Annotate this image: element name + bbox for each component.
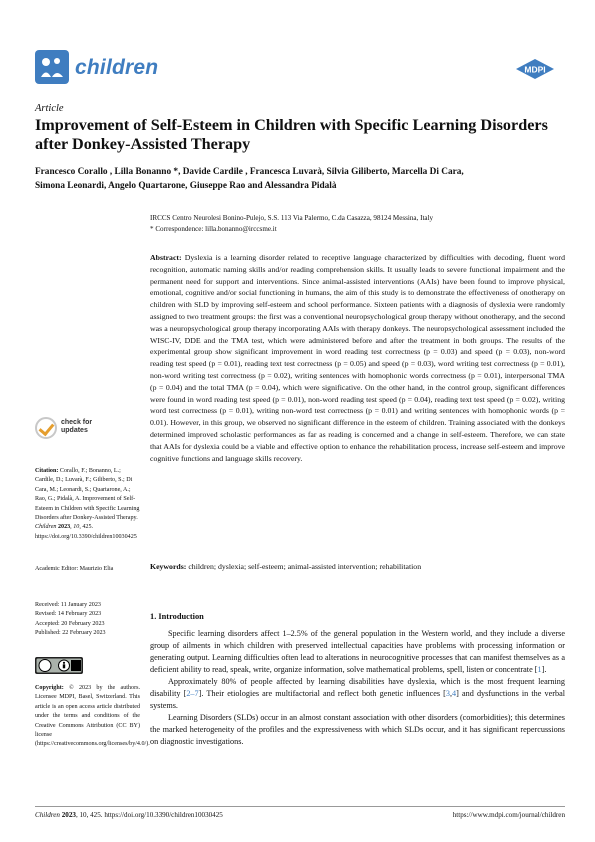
reference-link[interactable]: 4 (452, 689, 457, 699)
academic-editor: Academic Editor: Maurizio Elia (35, 566, 114, 572)
mdpi-logo-icon (515, 58, 555, 80)
check-updates-label: check for updates (61, 419, 93, 434)
citation-label: Citation: (35, 468, 59, 474)
check-updates-icon (35, 417, 57, 439)
abstract-text: Dyslexia is a learning disorder related to receptive language characterized by difficulties with decoding, fluent word recognition, automatic naming skills and/or reading comprehension skills. It usually leads to severe functional impairment and the permanent need for support and interventions. Since animal-assisted interventions (AAIs) have been found to improve physical, emotional, cognitive and/or social functioning in humans, the aim of this study is to demonstrate the effectiveness of onotherapy on children with SLD by improving self-esteem and school performance. Sixteen patients with a diagnosis of dyslexia were randomly assigned to two treatment groups: the first was a conventional neuropsychological group therapy without onotherapy, and the second was a neuropsychological group therapy incorporating AAIs with therapy donkeys. The neuropsychological assessment included the WISC-IV, DDE and the TMA test, which were administered before and after the treatment in both groups. The results of the experimental group show significant improvement in word reading test correctness (p = 0.03) and speed (p = 0.03), non-word reading test speed (p = 0.01), reading text test correctness (p = 0.05) and speed (p = 0.03), word writing test correctness (p = 0.01), non-word writing test correctness (p = 0.02), writing sentences with homophonic words correctness (p = 0.01), interpersonal TMA (p = 0.04) and the total TMA (p = 0.04), which were significative. On the other hand, in the control group, significant differences were found in word reading test speed (p = 0.01), non-word reading test speed (p = 0.04), reading text test speed (p = 0.02), writing word test correctness (p = 0.01), writing non-word test correctness (p = 0.01) and writing sentences with homophonic words (p = 0.01). However, in this group, we observed no significant difference in the esteem of children. Training associated with the donkeys determined improved scholastic performances as far as reading is concerned and a change in self-esteem. Therefore, we can state that AAIs for dyslexia could be a viable and effective option to enhance the rehabilitation process, increase self-esteem and improve cognitive functions and language skills recovery. (150, 253, 565, 463)
abstract-label: Abstract: (150, 253, 182, 262)
section-heading: 1. Introduction (150, 612, 204, 621)
author-list (35, 165, 565, 193)
reference-link[interactable]: 2–7 (186, 689, 199, 699)
date-received: Received: 11 January 2023 (35, 602, 101, 608)
paragraph: Learning Disorders (SLDs) occur in an almost constant association with other disorders (comorbidities); this determines the marked heterogeneity of the profiles and the expressiveness with which SLDs occur, and it has significant repercussions on diagnostic investigations. (150, 713, 565, 747)
copyright-block (35, 684, 150, 750)
keywords-label: Keywords: (150, 562, 187, 571)
affiliation-institute: IRCCS Centro Neurolesi Bonino-Pulejo, S.S. 113 Via Palermo, C.da Casazza, 98124 Messina, Italy (150, 214, 434, 222)
journal-logo-icon (35, 50, 69, 84)
citation-doi[interactable]: , 425. https://doi.org/10.3390/children10030425 (35, 524, 137, 540)
keywords-text: children; dyslexia; self-esteem; animal-assisted intervention; rehabilitation (188, 562, 422, 571)
date-revised: Revised: 14 February 2023 (35, 611, 102, 618)
authors-line-2: Simona Leonardi, Angelo Quartarone, Giuseppe Rao and Alessandra Pidalà (35, 181, 337, 191)
correspondence: * Correspondence: lilla.bonanno@irccsme.it (150, 224, 277, 233)
date-accepted: Accepted: 20 February 2023 (35, 620, 105, 627)
reference-link[interactable]: 1 (537, 665, 542, 675)
copyright-label: Copyright: (35, 685, 64, 691)
affiliation-block (150, 213, 565, 234)
cc-by-license-icon[interactable] (35, 657, 83, 674)
check-for-updates-button[interactable] (35, 417, 115, 445)
article-type: Article (35, 103, 64, 114)
reference-link[interactable]: 3 (445, 689, 450, 699)
footer-journal-url[interactable]: https://www.mdpi.com/journal/children (452, 811, 565, 819)
article-title: Improvement of Self-Esteem in Children with Specific Learning Disorders after Donkey-Assisted Therapy (35, 116, 548, 153)
copyright-text: © 2023 by the authors. Licensee MDPI, Basel, Switzerland. This article is an open access article distributed under the terms and conditions of the Creative Commons Attribution (CC BY) license (https://creativecommons.org/licenses/by/4.0/). (35, 685, 150, 748)
introduction-body (150, 628, 565, 748)
date-published: Published: 22 February 2023 (35, 630, 106, 637)
journal-name: children (75, 56, 159, 79)
mdpi-logo-text: MDPI (524, 64, 546, 75)
citation-text: Corallo, F.; Bonanno, L.; Cardile, D.; Luvarà, F.; Giliberto, S.; Di Cara, M.; Leonardi, S.; Quartarone, A.; Rao, G.; Pidalà, A. Improvement of Self-Esteem in Children with Specific Learning Disorders after Donkey-Assisted Therapy. (35, 468, 140, 522)
citation-block: Citation: Corallo, F.; Bonanno, L.; Cardile, D.; Luvarà, F.; Giliberto, S.; Di Cara, M.; Leonardi, S.; Quartarone, A.; Rao, G.; Pidalà, A. Improvement of Self-Esteem in Children with Specific Learning Disorders after Donkey-Assisted Therapy. Children 2023, 10, 425. https://doi.org/10.3390/children10030425 (35, 468, 140, 540)
footer-divider (35, 806, 565, 807)
keywords (150, 561, 565, 573)
authors-line-1: Francesco Corallo , Lilla Bonanno *, Davide Cardile , Francesca Luvarà, Silvia Giliberto, Marcella Di Cara, (35, 167, 464, 177)
footer-citation: Children 2023, 10, 425. https://doi.org/10.3390/children10030425 (35, 811, 223, 819)
paragraph: Specific learning disorders affect 1–2.5% of the general population in the Western world, and they include a diverse group of ailments in which children with preserved intellectual capacities have problems with processing information or generating output. Learning difficulties often lead to alterations in neurocognitive processes that can manifest themselves as a deficient ability to read, speak, write, organize information, solve mathematical problems, spell, listen or concentrate [1]. (150, 629, 565, 675)
paragraph: Approximately 80% of people affected by learning disabilities have dyslexia, which is the most frequent learning disability [2–7]. Their etiologies are multifactorial and reflect both genetic influences [3,4] and dysfunctions in the verbal systems. (150, 677, 565, 711)
abstract (150, 252, 565, 464)
publication-dates (35, 601, 140, 639)
